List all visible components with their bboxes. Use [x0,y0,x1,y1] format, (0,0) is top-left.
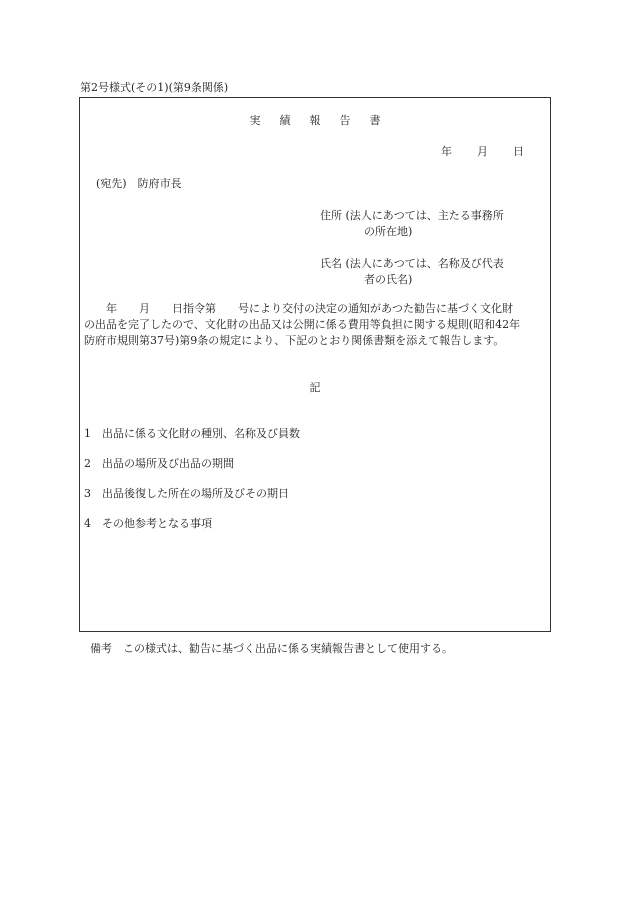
document-title [80,115,550,126]
address-label-line2: の所在地) [364,225,413,238]
report-form-frame [79,97,551,632]
name-label [320,256,504,288]
title-char: 実 [249,114,261,127]
name-label-line1: 氏名 (法人にあつては、名称及び代表 [320,257,504,270]
form-number-label: 第2号様式(その1)(第9条関係) [80,81,229,94]
date-year: 年 [441,145,452,158]
body-line: 年 月 日指令第 号により交付の決定の通知があつた勧告に基づく文化財 [84,302,513,315]
address-label-line1: 住所 (法人にあつては、主たる事務所 [320,209,504,222]
body-line: 防府市規則第37号)第9条の規定により、下記のとおり関係書類を添えて報告します。 [84,334,505,347]
ki-heading: 記 [309,381,321,394]
addressee: (宛先) 防府市長 [96,177,182,190]
remark-note: 備考 この様式は、勧告に基づく出品に係る実績報告書として使用する。 [90,642,453,655]
list-item-4: 4 その他参考となる事項 [84,517,212,530]
date-month: 月 [477,145,488,158]
title-char: 報 [309,114,321,127]
report-body-text [84,301,548,349]
name-label-line2: 者の氏名) [364,273,413,286]
body-line: の出品を完了したので、文化財の出品又は公開に係る費用等負担に関する規則(昭和42年 [84,318,521,331]
address-label [320,208,504,240]
title-char: 績 [279,114,291,127]
date-day: 日 [513,145,524,158]
title-char: 書 [369,114,381,127]
list-item-2: 2 出品の場所及び出品の期間 [84,457,234,470]
list-item-3: 3 出品後復した所在の場所及びその期日 [84,487,289,500]
list-item-1: 1 出品に係る文化財の種別、名称及び員数 [84,427,300,440]
title-char: 告 [339,114,351,127]
